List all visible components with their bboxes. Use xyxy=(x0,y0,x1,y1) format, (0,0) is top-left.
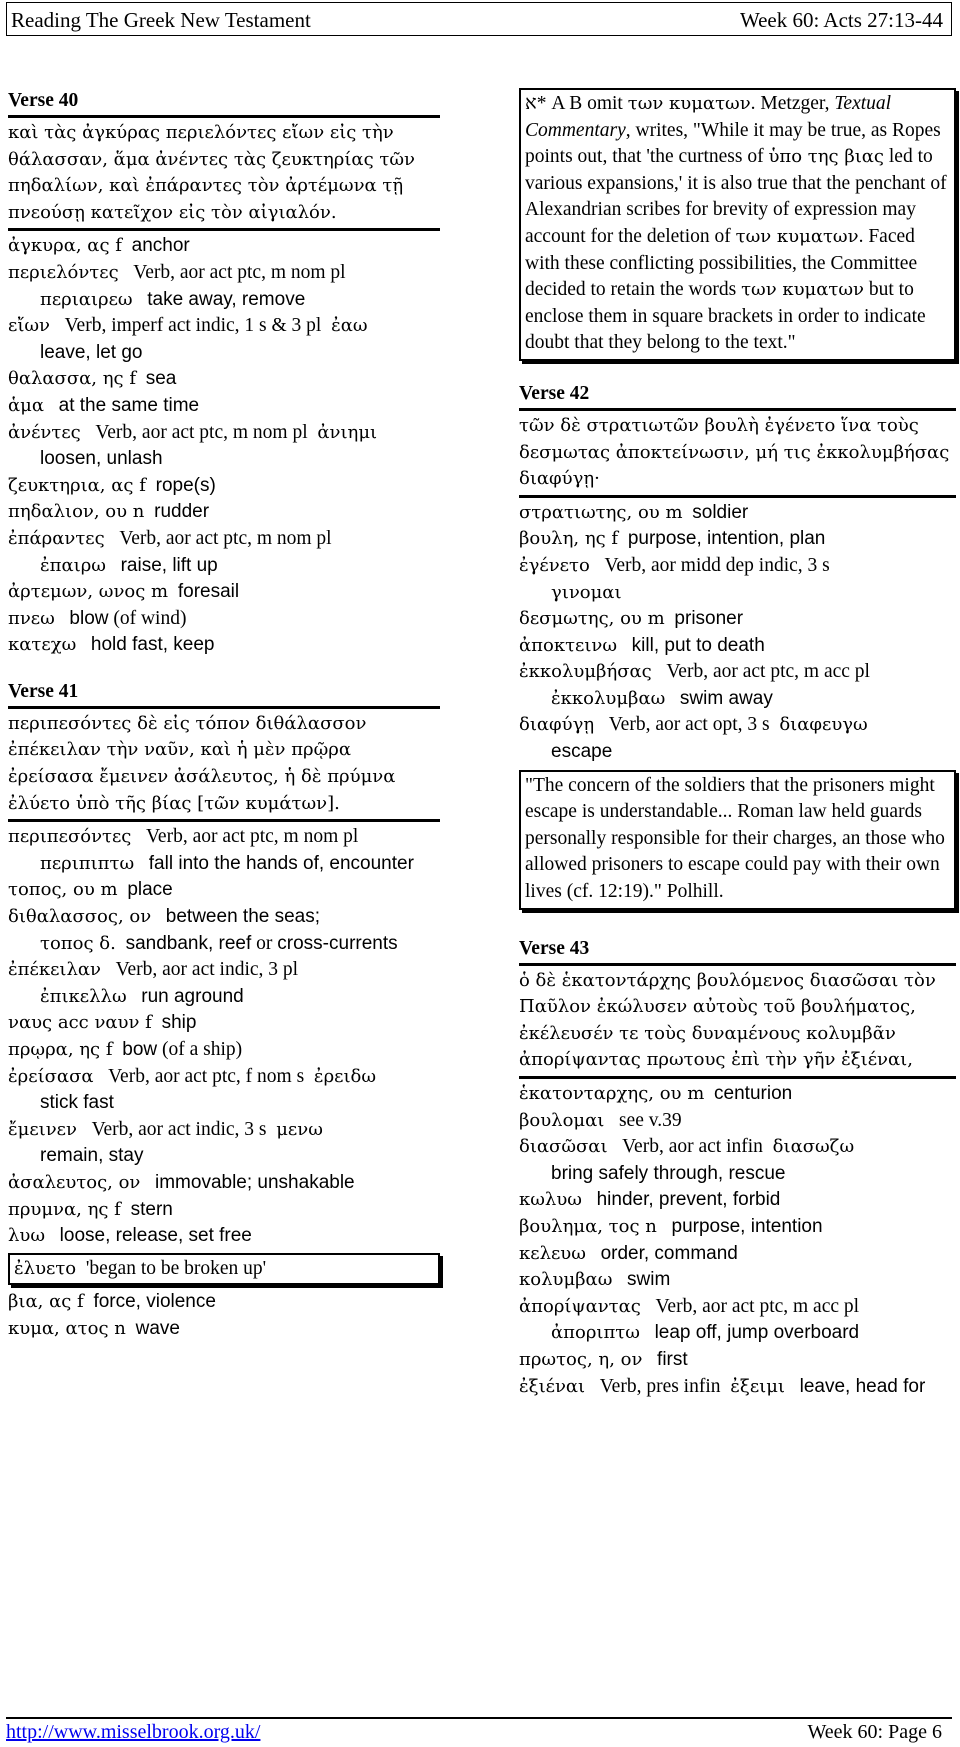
footer-page-number: Week 60: Page 6 xyxy=(807,1721,942,1743)
vocab-entry: πρωτος, η, ον first xyxy=(519,1348,688,1370)
vocab-entry: ἐρείσασα Verb, aor act ptc, f nom s ἐρειδω stick fast xyxy=(8,1065,377,1114)
vocab-entry: πρυμνα, ης f stern xyxy=(8,1198,173,1220)
vocab-entry: δεσμωτης, ου m prisoner xyxy=(519,608,744,630)
vocab-entry: ἁμα at the same time xyxy=(8,394,200,416)
verse-42-heading: Verse 42 xyxy=(519,381,956,411)
vocab-entry: διθαλασσος, ον between the seas; τοπος δ. sandbank, reef or cross-currents xyxy=(8,906,398,954)
header-week: Week 60: Acts 27:13-44 xyxy=(739,8,943,32)
vocab-entry: ἐπάραντες Verb, aor act ptc, m nom pl ἐπαιρω raise, lift up xyxy=(8,527,332,576)
vocab-entry: ἐξιέναι Verb, pres infin ἐξειμι leave, head for xyxy=(519,1375,926,1397)
vocab-entry: εἴων Verb, imperf act indic, 1 s & 3 pl ἐαω leave, let go xyxy=(8,315,368,363)
verse-43-greek-text: ὁ δὲ ἑκατοντάρχης βουλόμενος διασῶσαι τὸν Παῦλον ἐκώλυσεν αὐτοὺς τοῦ βουλήματος, ἐκέλευσέν τε τοὺς δυναμένους κολυμβᾶν ἀπορίψαντας πρωτους ἐπὶ τὴν γῆν ἐξιέναι, xyxy=(519,968,956,1079)
textual-note: א* A B omit των κυματων. Metzger, Textual Commentary, writes, "While it may be true, as Ropes points out, that 'the curtness of ὑπο της βιας led to various expansions,' it is also true that the penchant of Alexandrian scribes for brevity of expression may account for the deletion of των κυματων. Faced with these conflicting possibilities, the Committee decided to retain the words των κυματων but to enclose them in square brackets in order to indicate doubt that they belong to the text." xyxy=(519,88,956,361)
vocab-entry: ναυς acc ναυν f ship xyxy=(8,1012,197,1034)
verse-42-greek-text: τῶν δὲ στρατιωτῶν βουλὴ ἐγένετο ἵνα τοὺς δεσμωτας ἀποκτείνωσιν, μή τις ἐκκολυμβήσας διαφύγῃ· xyxy=(519,413,956,498)
vocab-entry: ἀσαλευτος, ον immovable; unshakable xyxy=(8,1171,355,1193)
verse-41-greek-text: περιπεσόντες δὲ εἰς τόπον διθάλασσον ἐπέκειλαν τὴν ναῦν, καὶ ἡ μὲν πρῷρα ἐρείσασα ἔμεινεν ἀσάλευτος, ἡ δὲ πρύμνα ἐλύετο ὑπὸ τῆς βίας [τῶν κυμάτων]. xyxy=(8,711,440,822)
verse-40-heading: Verse 40 xyxy=(8,88,440,118)
vocab-entry: περιπεσόντες Verb, aor act ptc, m nom pl περιπιπτω fall into the hands of, encounter xyxy=(8,826,414,874)
left-column xyxy=(8,88,440,1343)
vocab-entry: πρῳρα, ης f bow (of a ship) xyxy=(8,1039,243,1060)
boxed-gloss: ἐλυετο 'began to be broken up' xyxy=(8,1253,440,1286)
vocab-entry: πνεω blow (of wind) xyxy=(8,607,187,629)
vocab-entry: διαφύγῃ Verb, aor act opt, 3 s διαφευγω escape xyxy=(519,714,868,763)
vocab-entry: κατεχω hold fast, keep xyxy=(8,634,215,656)
vocab-entry: ζευκτηρια, ας f rope(s) xyxy=(8,474,216,496)
page-footer xyxy=(6,1717,952,1743)
vocab-entry: ἀγκυρα, ας f anchor xyxy=(8,235,190,257)
verse-41-heading: Verse 41 xyxy=(8,679,440,709)
vocab-entry: τοπος, ου m place xyxy=(8,879,173,901)
vocab-entry: βουλομαι see v.39 xyxy=(519,1109,682,1131)
footer-link[interactable]: http://www.misselbrook.org.uk/ xyxy=(6,1721,261,1743)
vocab-entry: ἀνέντες Verb, aor act ptc, m nom pl ἀνιημι loosen, unlash xyxy=(8,421,378,470)
page-header xyxy=(6,2,952,36)
vocab-entry: λυω loose, release, set free xyxy=(8,1225,252,1247)
vocab-entry: ἀρτεμων, ωνος m foresail xyxy=(8,581,240,603)
vocab-entry: ἐπέκειλαν Verb, aor act indic, 3 pl ἐπικελλω run aground xyxy=(8,959,299,1007)
vocab-entry: πηδαλιον, ου n rudder xyxy=(8,501,210,523)
vocab-entry: ἑκατονταρχης, ου m centurion xyxy=(519,1083,793,1104)
vocab-entry: ἔμεινεν Verb, aor act indic, 3 s μενω remain, stay xyxy=(8,1118,323,1167)
vocab-entry: κελευω order, command xyxy=(519,1242,738,1264)
vocab-entry: κυμα, ατος n wave xyxy=(8,1317,180,1339)
vocab-entry: στρατιωτης, ου m soldier xyxy=(519,501,749,523)
vocab-entry: ἐγένετο Verb, aor midd dep indic, 3 s γινομαι xyxy=(519,554,830,603)
vocab-entry: κωλυω hinder, prevent, forbid xyxy=(519,1189,781,1211)
vocab-entry: βουλημα, τος n purpose, intention xyxy=(519,1215,823,1237)
verse-40-greek-text: καὶ τὰς ἀγκύρας περιελόντες εἴων εἰς τὴν θάλασσαν, ἅμα ἀνέντες τὰς ζευκτηρίας τῶν πηδαλίων, καὶ ἐπάραντες τὸν ἀρτέμωνα τῇ πνεούσῃ κατεῖχον εἰς τὸν αἰγιαλόν. xyxy=(8,120,440,231)
vocab-entry: διασῶσαι Verb, aor act infin διασωζω bring safely through, rescue xyxy=(519,1136,855,1184)
commentary-note: "The concern of the soldiers that the prisoners might escape is understandable... Roman law held guards personally responsible for their charges, an those who allowed prisoners to escape could pay with their own lives (cf. 12:19)." Polhill. xyxy=(519,770,956,910)
vocab-entry: περιελόντες Verb, aor act ptc, m nom pl περιαιρεω take away, remove xyxy=(8,261,346,310)
vocab-entry: ἀποκτεινω kill, put to death xyxy=(519,634,765,656)
vocab-entry: κολυμβαω swim xyxy=(519,1269,671,1291)
verse-43-heading: Verse 43 xyxy=(519,936,956,966)
vocab-entry: θαλασσα, ης f sea xyxy=(8,368,177,390)
vocab-entry: ἀπορίψαντας Verb, aor act ptc, m acc pl ἀποριπτω leap off, jump overboard xyxy=(519,1295,860,1344)
vocab-entry: ἐκκολυμβήσας Verb, aor act ptc, m acc pl ἐκκολυμβαω swim away xyxy=(519,661,870,709)
header-title: Reading The Greek New Testament xyxy=(11,8,311,32)
vocab-entry: βια, ας f force, violence xyxy=(8,1291,216,1313)
right-column xyxy=(519,88,956,1400)
vocab-entry: βουλη, ης f purpose, intention, plan xyxy=(519,528,826,550)
